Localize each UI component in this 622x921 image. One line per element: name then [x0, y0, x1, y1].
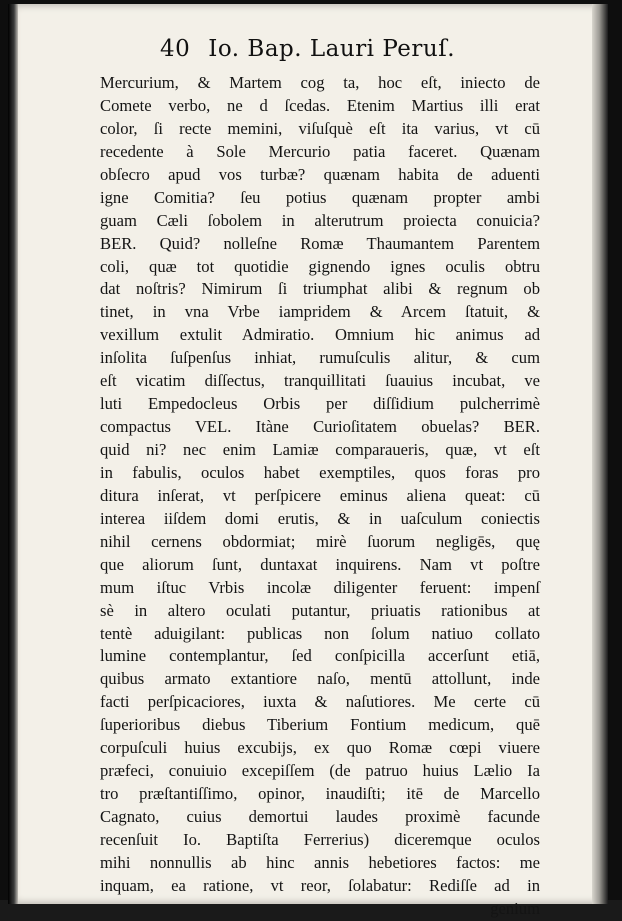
text-line: tro præſtantiſſimo, opinor, inaudiſti; itē de Marcello: [100, 784, 540, 804]
text-line: ditura inſerat, vt perſpicere eminus aliena queat: cū: [100, 485, 540, 505]
text-line: interea iiſdem domi erutis, & in uaſculum coniectis: [100, 508, 540, 528]
text-line: BER. Quid? nolleſne Romæ Thaumantem Parentem: [100, 233, 540, 253]
text-line: quid ni? nec enim Lamiæ comparaueris, quæ, vt eſt: [100, 440, 540, 459]
body-text: [100, 72, 540, 921]
text-line: Comete verbo, ne d ſcedas. Etenim Martius illi erat: [100, 95, 540, 115]
text-line: lumine contemplantur, ſed conſpicilla accerſunt etiā,: [100, 646, 540, 666]
text-line: luti Empedocleus Orbis per diſſidium pulcherrimè: [100, 394, 540, 414]
page-edge-shadow: [592, 4, 608, 904]
text-line: in fabulis, oculos habet exemptiles, quos foras pro: [100, 462, 540, 482]
running-header: [160, 36, 490, 68]
text-line: tinet, in vna Vrbe iampridem & Arcem ſtatuit, &: [100, 302, 540, 322]
running-title: Io. Bap. Lauri Peruſ.: [208, 36, 456, 62]
text-line: color, ſi recte memini, viſuſquè eſt ita varius, vt cū: [100, 118, 540, 138]
page-number: 40: [160, 36, 191, 62]
text-line: inſolita ſuſpenſus inhiat, rumuſculis alitur, & cum: [100, 348, 540, 368]
text-line: facti perſpicaciores, iuxta & naſutiores. Me certe cū: [100, 692, 540, 712]
text-line: Cagnato, cuius demortui laudes proximè facunde: [100, 807, 540, 826]
text-line: sè in altero oculati putantur, priuatis rationibus at: [100, 600, 540, 620]
text-line: mum iſtuc Vrbis incolæ diligenter feruent: impenſ: [100, 577, 540, 597]
text-line: dat noſtris? Nimirum ſi triumphat alibi & regnum ob: [100, 279, 540, 299]
text-line: quibus armato extantiore naſo, mentū attollunt, inde: [100, 669, 540, 689]
text-line: recedente à Sole Mercurio patia faceret. Quænam: [100, 141, 540, 161]
text-line: mihi nonnullis ab hinc annis hebetiores factos: me: [100, 852, 540, 872]
text-line: compactus VEL. Itàne Curioſitatem obuelas? BER.: [100, 417, 540, 437]
text-line: tentè aduigilant: publicas non ſolum natiuo collato: [100, 623, 540, 643]
text-line: præfeci, conuiuio excepiſſem (de patruo huius Lælio Ia: [100, 761, 540, 781]
text-line: ſuperioribus diebus Tiberium Fontium medicum, quē: [100, 715, 540, 735]
text-line: coli, quæ tot quotidie gignendo ignes oculis obtru: [100, 256, 540, 276]
text-line: que aliorum ſunt, duntaxat inquirens. Nam vt poſtre: [100, 554, 540, 574]
text-line: recenſuit Io. Baptiſta Ferrerius) diceremque oculos: [100, 829, 540, 849]
text-line: igne Comitia? ſeu potius quænam propter ambi: [100, 187, 540, 207]
book-page: [8, 4, 608, 918]
text-line: eſt vicatim diſſectus, tranquillitati ſuauius incubat, ve: [100, 371, 540, 391]
text-line: guam Cæli ſobolem in alterutrum proiecta conuicia?: [100, 210, 540, 230]
text-line: genium: [490, 898, 540, 918]
text-line: corpuſculi huius excubijs, ex quo Romæ cœpi viuere: [100, 738, 540, 758]
text-line: Mercurium, & Martem cog ta, hoc eſt, iniecto de: [100, 73, 540, 92]
text-line: obſecro apud vos turbæ? quænam habita de aduenti: [100, 164, 540, 184]
page-gutter-shadow: [8, 4, 18, 904]
text-line: inquam, ea ratione, vt reor, ſolabatur: Rediſſe ad in: [100, 875, 540, 895]
text-line: vexillum extulit Admiratio. Omnium hic animus ad: [100, 325, 540, 345]
text-line: nihil cernens obdormiat; mirè ſuorum negligēs, quę: [100, 531, 540, 551]
